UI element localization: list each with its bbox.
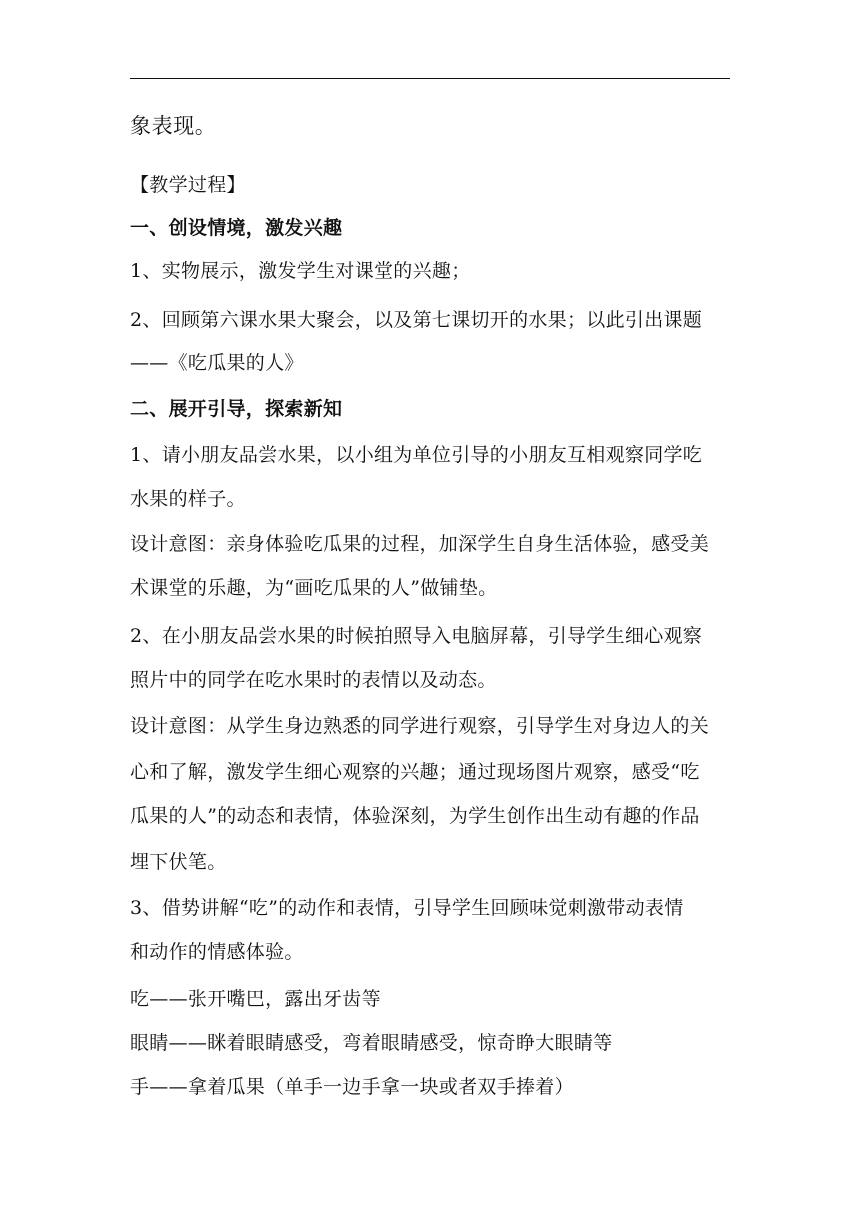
text-line: 水果的样子。 bbox=[130, 488, 246, 510]
section-heading-teaching-process: 【教学过程】 bbox=[130, 174, 246, 196]
text-line: 术课堂的乐趣，为“画吃瓜果的人”做铺垫。 bbox=[130, 577, 498, 599]
text-line: 设计意图：亲身体验吃瓜果的过程，加深学生自身生活体验，感受美 bbox=[130, 533, 710, 555]
text-line: 瓜果的人”的动态和表情，体验深刻，为学生创作出生动有趣的作品 bbox=[130, 805, 700, 827]
text-line: 埋下伏笔。 bbox=[130, 851, 227, 873]
header-rule bbox=[130, 78, 730, 79]
text-line: 和动作的情感体验。 bbox=[130, 941, 304, 963]
text-line: 手——拿着瓜果（单手一边手拿一块或者双手捧着） bbox=[130, 1076, 574, 1098]
heading-part-two: 二、展开引导，探索新知 bbox=[130, 398, 343, 420]
text-line: 1、请小朋友品尝水果，以小组为单位引导的小朋友互相观察同学吃 bbox=[130, 444, 703, 466]
text-line: ——《吃瓜果的人》 bbox=[130, 352, 304, 374]
text-line: 设计意图：从学生身边熟悉的同学进行观察，引导学生对身边人的关 bbox=[130, 715, 710, 737]
text-line: 2、在小朋友品尝水果的时候拍照导入电脑屏幕，引导学生细心观察 bbox=[130, 625, 703, 647]
text-line: 2、回顾第六课水果大聚会，以及第七课切开的水果；以此引出课题 bbox=[130, 309, 703, 331]
text-line-continuation: 象表现。 bbox=[130, 114, 217, 138]
heading-part-one: 一、创设情境，激发兴趣 bbox=[130, 217, 343, 239]
text-line: 心和了解，激发学生细心观察的兴趣；通过现场图片观察，感受“吃 bbox=[130, 761, 700, 783]
text-line: 3、借势讲解“吃”的动作和表情，引导学生回顾味觉刺激带动表情 bbox=[130, 897, 684, 919]
text-line: 1、实物展示，激发学生对课堂的兴趣； bbox=[130, 260, 471, 282]
text-line: 吃——张开嘴巴，露出牙齿等 bbox=[130, 988, 381, 1010]
text-line: 眼睛——眯着眼睛感受，弯着眼睛感受，惊奇睁大眼睛等 bbox=[130, 1032, 613, 1054]
text-line: 照片中的同学在吃水果时的表情以及动态。 bbox=[130, 669, 497, 691]
